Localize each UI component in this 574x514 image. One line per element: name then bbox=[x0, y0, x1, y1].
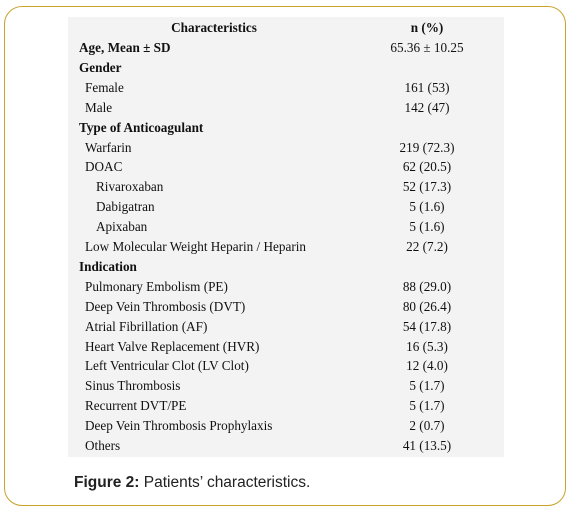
row-label: Dabigatran bbox=[96, 199, 155, 215]
row-label: Age, Mean ± SD bbox=[79, 40, 171, 55]
row-value: 2 (0.7) bbox=[409, 418, 445, 434]
header-n-percent: n (%) bbox=[410, 20, 444, 35]
table-row bbox=[68, 78, 504, 98]
table-row bbox=[68, 237, 504, 257]
table-row bbox=[68, 197, 504, 217]
row-value: 5 (1.6) bbox=[409, 199, 445, 215]
row-label: Female bbox=[85, 79, 124, 95]
row-value: 5 (1.6) bbox=[409, 219, 445, 235]
row-value: 142 (47) bbox=[404, 99, 450, 115]
table-section-row bbox=[68, 58, 504, 78]
row-label: Rivaroxaban bbox=[96, 179, 164, 195]
row-label: Recurrent DVT/PE bbox=[85, 398, 187, 414]
caption-text: Patients’ characteristics. bbox=[139, 474, 311, 491]
row-label: Gender bbox=[79, 59, 122, 75]
table-section-row bbox=[68, 118, 504, 138]
table-row bbox=[68, 416, 504, 436]
row-label: Warfarin bbox=[85, 139, 132, 155]
row-value: 5 (1.7) bbox=[409, 398, 445, 414]
row-label: Indication bbox=[79, 258, 137, 274]
row-label: Deep Vein Thrombosis (DVT) bbox=[85, 298, 246, 314]
table-row bbox=[68, 356, 504, 376]
row-value: 80 (26.4) bbox=[402, 298, 452, 314]
table-row bbox=[68, 297, 504, 317]
row-value: 41 (13.5) bbox=[402, 438, 452, 453]
row-label: Pulmonary Embolism (PE) bbox=[85, 278, 228, 294]
table-row bbox=[68, 396, 504, 416]
table-header-row bbox=[68, 18, 504, 38]
table-row bbox=[68, 317, 504, 337]
row-label: Left Ventricular Clot (LV Clot) bbox=[85, 358, 249, 374]
row-label: Heart Valve Replacement (HVR) bbox=[85, 338, 260, 354]
caption-label: Figure 2: bbox=[74, 474, 140, 491]
table-row bbox=[68, 157, 504, 177]
row-value: 5 (1.7) bbox=[409, 378, 445, 394]
table-row bbox=[68, 177, 504, 197]
row-label: Apixaban bbox=[96, 219, 148, 235]
table-section-row bbox=[68, 257, 504, 277]
row-value: 62 (20.5) bbox=[402, 159, 452, 175]
row-label: Atrial Fibrillation (AF) bbox=[85, 318, 208, 334]
table-row bbox=[68, 436, 504, 456]
row-value: 161 (53) bbox=[404, 79, 450, 95]
row-value: 65.36 ± 10.25 bbox=[390, 40, 464, 55]
table-row bbox=[68, 98, 504, 118]
row-value: 12 (4.0) bbox=[406, 358, 448, 374]
row-label: Sinus Thrombosis bbox=[85, 378, 181, 394]
table-row bbox=[68, 337, 504, 357]
row-label: Deep Vein Thrombosis Prophylaxis bbox=[85, 418, 273, 434]
row-label: Male bbox=[85, 99, 113, 115]
row-value: 22 (7.2) bbox=[406, 239, 448, 254]
row-value: 54 (17.8) bbox=[402, 318, 452, 334]
row-value: 16 (5.3) bbox=[406, 338, 448, 354]
row-label: Others bbox=[85, 438, 121, 453]
row-value: 52 (17.3) bbox=[402, 179, 452, 195]
table-row bbox=[68, 277, 504, 297]
table-row bbox=[68, 38, 504, 58]
row-label: DOAC bbox=[85, 159, 123, 175]
table-row bbox=[68, 376, 504, 396]
table-row bbox=[68, 138, 504, 158]
row-label: Type of Anticoagulant bbox=[79, 119, 204, 135]
header-characteristics: Characteristics bbox=[171, 20, 257, 35]
row-label: Low Molecular Weight Heparin / Heparin bbox=[85, 239, 306, 254]
characteristics-table bbox=[68, 17, 504, 457]
row-value: 219 (72.3) bbox=[399, 139, 455, 155]
figure-caption bbox=[74, 474, 310, 492]
table-row bbox=[68, 217, 504, 237]
row-value: 88 (29.0) bbox=[402, 278, 452, 294]
